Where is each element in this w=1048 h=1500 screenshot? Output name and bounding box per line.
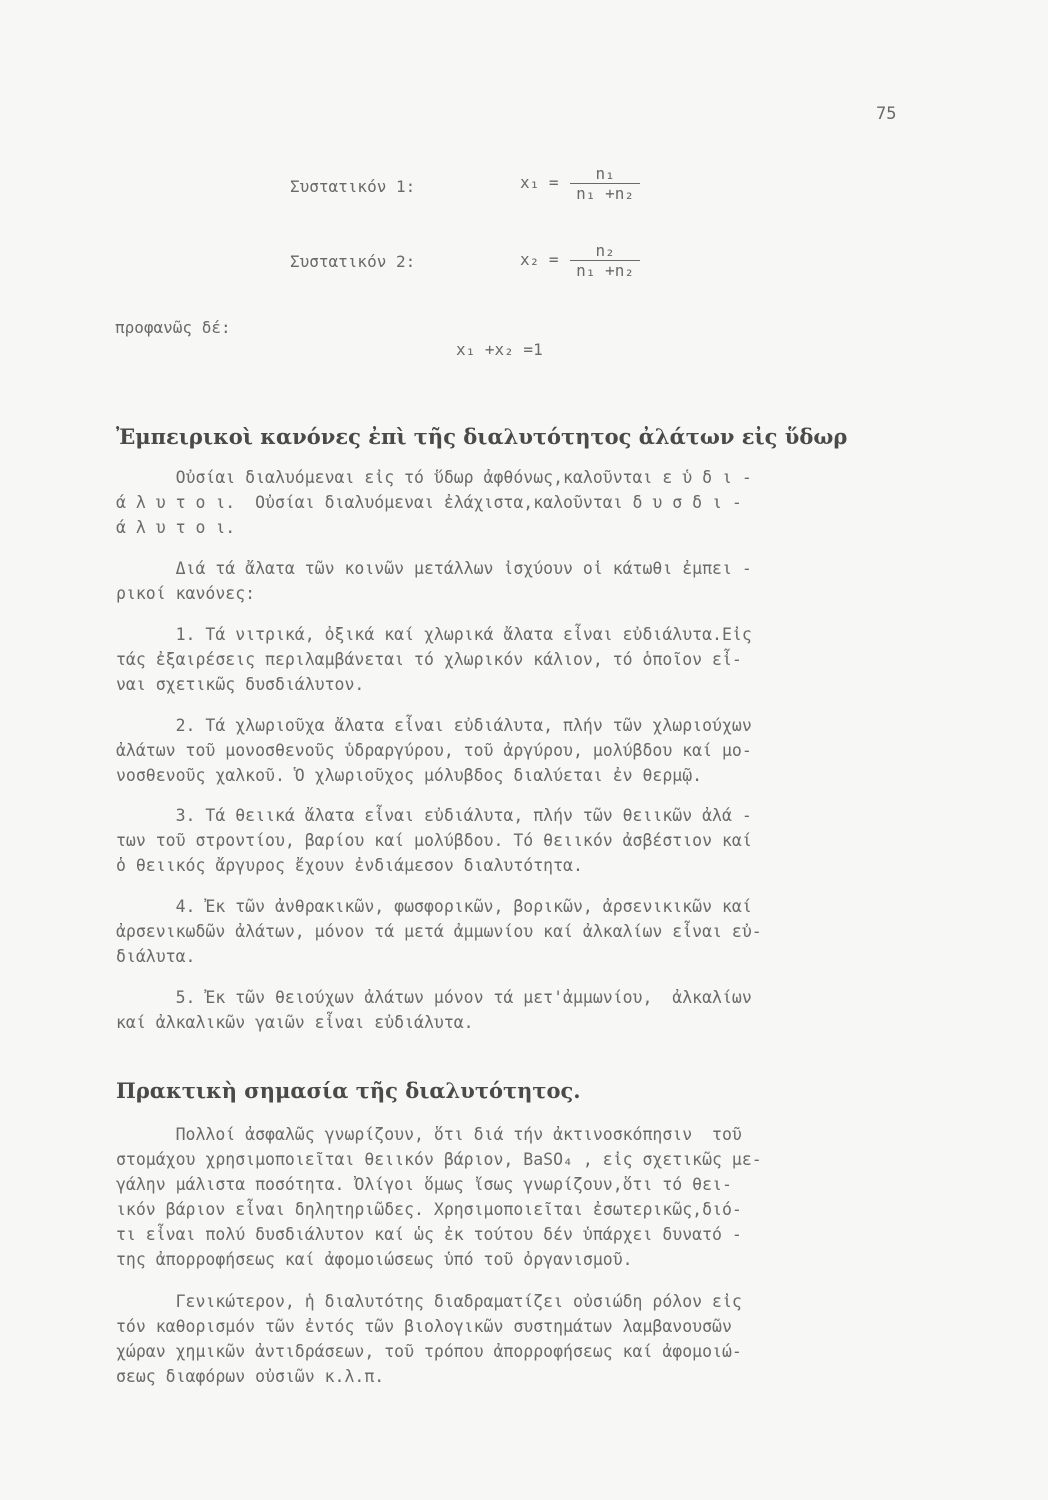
text-line: ἀρσενικωδῶν ἀλάτων, μόνον τά μετά ἀμμωνίου καί ἀλκαλίων εἶναι εὐ- (116, 922, 762, 941)
formula-intro-text: προφανῶς δέ: (115, 318, 231, 337)
paragraph-rule-1 (116, 622, 926, 697)
text-line: στομάχου χρησιμοποιεῖται θειικόν βάριον, BaSO₄ , εἰς σχετικῶς με- (116, 1150, 762, 1169)
text-line: Πολλοί ἀσφαλῶς γνωρίζουν, ὅτι διά τήν ἀκτινοσκόπησιν τοῦ (116, 1125, 742, 1144)
paragraph-rules-intro (116, 556, 926, 606)
text-line: Γενικώτερον, ἡ διαλυτότης διαδραματίζει οὐσιώδη ρόλον εἰς (116, 1292, 742, 1311)
formula-1-lhs: x₁ = (520, 173, 559, 192)
text-line: των τοῦ στροντίου, βαρίου καί μολύβδου. Τό θειικόν ἀσβέστιον καί (116, 831, 752, 850)
text-line: 1. Τά νιτρικά, ὀξικά καί χλωρικά ἄλατα εἶναι εὐδιάλυτα.Εἰς (116, 625, 752, 644)
text-line: Οὐσίαι διαλυόμεναι εἰς τό ὕδωρ ἀφθόνως,καλοῦνται ε ὑ δ ι - (116, 468, 752, 487)
text-line: γάλην μάλιστα ποσότητα. Ὀλίγοι ὅμως ἴσως γνωρίζουν,ὅτι τό θει- (116, 1175, 732, 1194)
text-line: της ἀπορροφήσεως καί ἀφομοιώσεως ὑπό τοῦ ὀργανισμοῦ. (116, 1250, 633, 1269)
text-line: τόν καθορισμόν τῶν ἐντός τῶν βιολογικῶν συστημάτων λαμβανουσῶν (116, 1317, 732, 1336)
section-heading-practical-significance: Πρακτικὴ σημασία τῆς διαλυτότητος. (116, 1078, 581, 1103)
component-2-label: Συστατικόν 2: (290, 252, 416, 271)
text-line: Διά τά ἄλατα τῶν κοινῶν μετάλλων ἰσχύουν οἱ κάτωθι ἐμπει - (116, 559, 752, 578)
text-line: διάλυτα. (116, 947, 196, 966)
formula-1-denominator: n₁ +n₂ (570, 183, 640, 203)
formula-2-fraction (570, 241, 640, 280)
formula-1-numerator: n₁ (595, 164, 615, 183)
text-line: τάς ἐξαιρέσεις περιλαμβάνεται τό χλωρικόν κάλιον, τό ὁποῖον εἶ- (116, 650, 742, 669)
text-line: καί ἀλκαλικῶν γαιῶν εἶναι εὐδιάλυτα. (116, 1013, 474, 1032)
text-line: τι εἶναι πολύ δυσδιάλυτον καί ὡς ἐκ τούτου δέν ὑπάρχει δυνατό - (116, 1225, 742, 1244)
text-line: 5. Ἐκ τῶν θειούχων ἀλάτων μόνον τά μετ'ἀμμωνίου, ἀλκαλίων (116, 988, 752, 1007)
section-heading-solubility-rules: Ἐμπειρικοὶ κανόνες ἐπὶ τῆς διαλυτότητος ἀλάτων εἰς ὕδωρ (116, 424, 848, 449)
paragraph-barium-sulfate (116, 1122, 926, 1272)
formula-1-fraction (570, 164, 640, 203)
text-line: νοσθενοῦς χαλκοῦ. Ὁ χλωριοῦχος μόλυβδος διαλύεται ἐν θερμῷ. (116, 766, 703, 785)
formula-2-denominator: n₁ +n₂ (570, 260, 640, 280)
formula-2-numerator: n₂ (595, 241, 615, 260)
text-line: ά λ υ τ ο ι. (116, 518, 236, 537)
mole-fraction-sum: x₁ +x₂ =1 (456, 340, 543, 359)
text-line: ναι σχετικῶς δυσδιάλυτον. (116, 675, 365, 694)
page-number: 75 (876, 104, 897, 124)
paragraph-rule-5 (116, 985, 926, 1035)
paragraph-definitions (116, 465, 926, 540)
text-line: 2. Τά χλωριοῦχα ἄλατα εἶναι εὐδιάλυτα, πλήν τῶν χλωριούχων (116, 716, 752, 735)
text-line: χώραν χημικῶν ἀντιδράσεων, τοῦ τρόπου ἀπορροφήσεως καί ἀφομοιώ- (116, 1342, 742, 1361)
text-line: ρικοί κανόνες: (116, 584, 256, 603)
text-line: ἀλάτων τοῦ μονοσθενοῦς ὑδραργύρου, τοῦ ἀργύρου, μολύβδου καί μο- (116, 741, 752, 760)
paragraph-rule-4 (116, 894, 926, 969)
mole-fraction-formula-1 (520, 164, 640, 203)
paragraph-biological-role (116, 1289, 926, 1389)
text-line: 3. Τά θειικά ἄλατα εἶναι εὐδιάλυτα, πλήν τῶν θειικῶν ἀλά - (116, 806, 752, 825)
text-line: ά λ υ τ ο ι. Οὐσίαι διαλυόμεναι ἐλάχιστα,καλοῦνται δ υ σ δ ι - (116, 493, 742, 512)
paragraph-rule-2 (116, 713, 926, 788)
text-line: ικόν βάριον εἶναι δηλητηριῶδες. Χρησιμοποιεῖται ἐσωτερικῶς,διό- (116, 1200, 742, 1219)
component-1-label: Συστατικόν 1: (290, 177, 416, 196)
text-line: σεως διαφόρων οὐσιῶν κ.λ.π. (116, 1367, 385, 1386)
formula-2-lhs: x₂ = (520, 250, 559, 269)
paragraph-rule-3 (116, 803, 926, 878)
mole-fraction-formula-2 (520, 241, 640, 280)
text-line: 4. Ἐκ τῶν ἀνθρακικῶν, φωσφορικῶν, βορικῶν, ἀρσενικικῶν καί (116, 897, 752, 916)
text-line: ὁ θειικός ἄργυρος ἔχουν ἐνδιάμεσον διαλυτότητα. (116, 856, 583, 875)
